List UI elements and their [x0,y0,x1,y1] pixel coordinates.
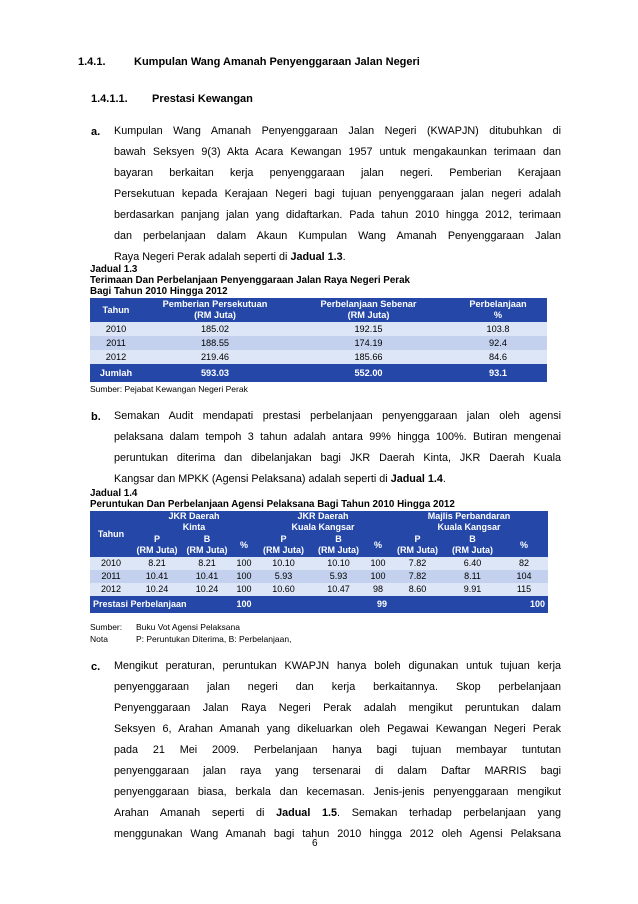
header-tahun: Tahun [90,511,132,557]
paragraph-c [114,656,561,845]
cell: 99 [256,596,390,613]
table-1-4 [90,511,548,613]
cell: 82 [500,557,548,570]
table-title: Peruntukan Dan Perbelanjaan Agensi Pelaksana Bagi Tahun 2010 Hingga 2012 [90,499,455,510]
cell: 219.46 [142,350,288,364]
header-p [256,533,311,557]
group-name: Majlis Perbandaran [427,511,511,521]
header-b [182,533,232,557]
text-segment: . Semakan terhadap perbelanjaan yang [337,807,561,819]
cell: 10.41 [182,570,232,583]
cell: 7.82 [390,557,445,570]
table-row [90,336,547,350]
table-1-3 [90,298,547,382]
cell: 192.15 [288,322,449,336]
header-line: P [414,534,421,544]
table14-note [90,634,292,644]
text-line: bawah Seksyen 9(3) Akta Acara Kewangan 1957 untuk mengakaunkan terimaan dan [114,146,561,158]
header-unit: (RM Juta) [263,545,304,555]
header-p [132,533,182,557]
cell: 552.00 [288,364,449,382]
text-line: Semakan Audit mendapati prestasi perbelanjaan penyenggaraan jalan oleh agensi [114,410,561,422]
cell: 100 [232,596,256,613]
header-unit: (RM Juta) [347,310,390,320]
cell: 5.93 [311,570,366,583]
cell: 5.93 [256,570,311,583]
header-line: B [335,534,342,544]
header-tahun: Tahun [90,298,142,322]
note-text: P: Peruntukan Diterima, B: Perbelanjaan, [136,634,292,644]
paragraph-a [114,121,561,268]
header-unit: (RM Juta) [452,545,493,555]
cell: 185.02 [142,322,288,336]
text-line [114,469,561,490]
header-perbelanjaan-sebenar [288,298,449,322]
text-line: Kumpulan Wang Amanah Penyenggaraan Jalan Negeri (KWAPJN) ditubuhkan di [114,125,561,137]
header-unit: % [493,310,503,320]
header-line: Perbelanjaan Sebenar [320,299,417,309]
table-row [90,322,547,336]
text-line: berdasarkan panjang jalan yang didaftarkan. Pada tahun 2010 hingga 2012, terimaan [114,209,561,221]
cell: 2011 [90,336,142,350]
header-line: Pemberian Persekutuan [162,299,268,309]
text-line: Persekutuan kepada Kerajaan Negeri bagi tujuan penyenggaraan jalan negeri adalah [114,188,561,200]
table-reference: Jadual 1.4 [390,473,443,485]
header-unit: (RM Juta) [136,545,178,555]
text-line: penyenggaraan biasa, berkala dan kecemasan. Jenis-jenis penyenggaraan mengikut [114,786,561,798]
cell: 174.19 [288,336,449,350]
header-unit: (RM Juta) [186,545,228,555]
text-line: penyenggaraan jalan negeri dan kerja berkaitannya. Skop perbelanjaan [114,681,561,693]
cell: 115 [500,583,548,596]
section-title: Kumpulan Wang Amanah Penyenggaraan Jalan Negeri [134,56,420,68]
cell: 103.8 [449,322,547,336]
text-line: penyenggaraan jalan raya yang tersenarai di dalam Daftar MARRIS bagi [114,765,561,777]
para-c-letter: c. [91,661,101,673]
table14-caption [90,488,455,510]
cell: 104 [500,570,548,583]
cell: 10.10 [311,557,366,570]
text-segment: Arahan Amanah seperti di [114,807,277,819]
header-unit: (RM Juta) [318,545,359,555]
cell: 84.6 [449,350,547,364]
group-name: JKR Daerah [297,511,349,521]
cell: 593.03 [142,364,288,382]
table-row [90,350,547,364]
cell: 93.1 [449,364,547,382]
cell: 100 [366,570,390,583]
cell: 8.60 [390,583,445,596]
text-segment: . [442,473,446,485]
header-line: B [203,534,211,544]
cell: 92.4 [449,336,547,350]
cell: 8.11 [445,570,500,583]
text-segment: Kangsar dan MPKK (Agensi Pelaksana) adalah seperti di [114,473,391,485]
header-unit: (RM Juta) [194,310,236,320]
para-a-letter: a. [91,126,101,138]
cell: 185.66 [288,350,449,364]
group-subname: Kinta [132,522,256,533]
cell: 9.91 [445,583,500,596]
text-line: Seksyen 6, Arahan Amanah yang dikeluarkan oleh Pegawai Kewangan Negeri Perak [114,723,561,735]
cell: 100 [232,583,256,596]
text-line: menggunakan Wang Amanah bagi tahun 2010 hingga 2012 oleh Agensi Pelaksana [114,828,561,840]
cell: 10.24 [132,583,182,596]
table-title: Terimaan Dan Perbelanjaan Penyenggaraan Jalan Raya Negeri Perak [90,275,410,286]
text-line: pada 21 Mei 2009. Perbelanjaan hanya bagi tujuan membayar tuntutan [114,744,561,756]
subsection-title: Prestasi Kewangan [152,93,253,105]
cell: 10.47 [311,583,366,596]
total-label: Prestasi Perbelanjaan [90,596,232,613]
table-row [90,557,548,570]
header-line: Perbelanjaan [469,299,527,309]
cell: 98 [366,583,390,596]
page-number: 6 [312,838,318,849]
header-p [390,533,445,557]
cell: 10.24 [182,583,232,596]
table-row [90,570,548,583]
table13-caption [90,264,410,297]
table-number: Jadual 1.3 [90,264,138,275]
text-line: bayaran berkaitan kerja penyenggaraan jalan negeri. Pemberian Kerajaan [114,167,561,179]
cell: 10.41 [132,570,182,583]
total-row [90,596,548,613]
table14-source [90,622,240,632]
cell: 10.60 [256,583,311,596]
para-b-letter: b. [91,411,101,423]
header-pct: % [232,533,256,557]
cell: 2010 [90,322,142,336]
header-pct: % [366,533,390,557]
text-line [114,803,561,824]
group-subname: Kuala Kangsar [256,522,390,533]
cell: 10.10 [256,557,311,570]
cell: 100 [232,570,256,583]
cell: 8.21 [132,557,182,570]
subsection-number: 1.4.1.1. [91,93,128,105]
cell: 2012 [90,583,132,596]
table-row [90,583,548,596]
header-line: P [153,534,160,544]
cell: 8.21 [182,557,232,570]
paragraph-b [114,406,561,490]
text-segment: Raya Negeri Perak adalah seperti di [114,251,291,263]
text-line: pelaksana dalam tempoh 3 tahun adalah antara 99% hingga 100%. Butiran mengenai [114,431,561,443]
text-line: Mengikut peraturan, peruntukan KWAPJN hanya boleh digunakan untuk tujuan kerja [114,660,561,672]
header-kuala-kangsar [256,511,390,522]
text-line: Penyenggaraan Jalan Raya Negeri Perak adalah mengikut peruntukan dalam [114,702,561,714]
group-subname: Kuala Kangsar [390,522,548,533]
note-label: Nota [90,634,108,644]
source-label: Sumber: [90,622,123,632]
source-text: Buku Vot Agensi Pelaksana [136,622,240,632]
header-perbelanjaan-pct [449,298,547,322]
table-reference: Jadual 1.5 [276,807,338,819]
header-line: P [280,534,287,544]
text-line: peruntukan diterima dan dibelanjakan bagi JKR Daerah Kinta, JKR Daerah Kuala [114,452,561,464]
header-majlis [390,511,548,522]
header-unit: (RM Juta) [397,545,438,555]
cell: 6.40 [445,557,500,570]
cell: Jumlah [90,364,142,382]
text-line: dan perbelanjaan dalam Akaun Kumpulan Wang Amanah Penyenggaraan Jalan [114,230,561,242]
header-pct: % [500,533,548,557]
header-b [445,533,500,557]
table13-source: Sumber: Pejabat Kewangan Negeri Perak [90,384,248,394]
cell: 188.55 [142,336,288,350]
cell: 2012 [90,350,142,364]
cell: 7.82 [390,570,445,583]
header-pemberian [142,298,288,322]
section-number: 1.4.1. [78,56,106,68]
header-b [311,533,366,557]
header-line: B [469,534,476,544]
table-number: Jadual 1.4 [90,488,138,499]
cell: 100 [366,557,390,570]
cell: 2010 [90,557,132,570]
table-reference: Jadual 1.3 [290,251,343,263]
cell: 100 [390,596,548,613]
text-segment: . [342,251,346,263]
cell: 2011 [90,570,132,583]
group-name: JKR Daerah [168,511,220,521]
header-kinta [132,511,256,522]
cell: 100 [232,557,256,570]
total-row [90,364,547,382]
table-subtitle: Bagi Tahun 2010 Hingga 2012 [90,286,228,297]
